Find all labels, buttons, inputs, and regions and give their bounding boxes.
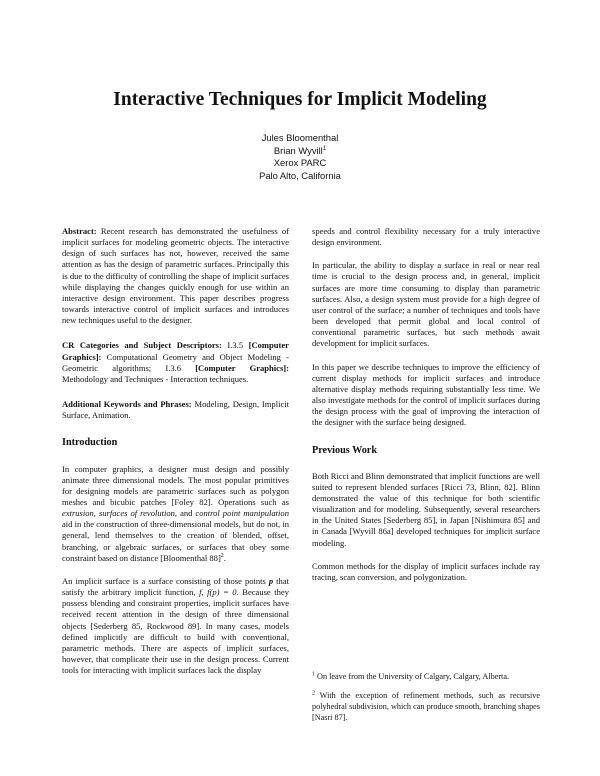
section-heading: Introduction: [62, 437, 118, 449]
author-location: Palo Alto, California: [259, 170, 341, 182]
keywords-label: Additional Keywords and Phrases:: [62, 399, 192, 410]
paragraph: speeds and control flexibility necessary for a truly interactive design environment.: [312, 226, 540, 248]
footnote-rule: [312, 654, 402, 655]
author-name: Jules Bloomenthal: [261, 132, 339, 143]
footnote-number: 2: [312, 690, 315, 697]
cr-categories: [62, 340, 289, 385]
cr-text: Methodology and Techniques - Interaction techniques.: [62, 373, 249, 384]
footnote: $^1$ On leave from the University of Calgary, Calgary, Alberta.: [312, 671, 510, 681]
cr-keyword: [Computer Graphics]:: [195, 362, 289, 373]
paragraph: In particular, the ability to display a surface in real or near real time is crucial to the design process and, in general, implicit surfaces are more time consuming to display than parametric surfaces. Also, a design system must provide for a high degree of user control of the surface; a number of techniques and tools have been developed that permit global and local control of conventional parametric surfaces, but such methods await development for implicit surfaces.: [312, 260, 540, 349]
left-column: [62, 226, 289, 687]
cr-keyword: [Computer Graphics]:: [62, 340, 289, 362]
keywords: [62, 399, 289, 421]
abstract-label: Abstract:: [62, 226, 97, 236]
footnotes: [312, 671, 540, 731]
paragraph: An implicit surface is a surface consisting of those points p that satisfy the arbitrary implicit function, f, f(p) = 0. Because they possess blending and constraint properties, implicit surfaces have received recent attention in the design of three dimensional objects [Sederberg 85, Rockwood 89]. In many cases, models defined implicitly are difficult to build with conventional, parametric methods. There are aspects of implicit surfaces, however, that complicate their use in the design process. Current tools for interacting with implicit surfaces lack the display: [62, 575, 289, 676]
abstract-text: Recent research has demonstrated the usefulness of implicit surfaces for modeling geometric objects. The interactive design of such surfaces has not, however, received the same attention as has the design of parametric surfaces. Principally this is due to the difficulty of controlling the shape of implicit surfaces while displaying the changes quickly enough for use within an interactive design environment. This paper describes progress towards interactive control of implicit surfaces and introduces new techniques useful to the designer.: [62, 226, 289, 326]
section-heading: Previous Work: [312, 444, 377, 456]
right-column: [312, 226, 540, 594]
footnote: $^2$ With the exception of refinement methods, such as recursive polyhedral subdivision, which can produce smooth, branching shapes [Nasri 87].: [312, 690, 540, 722]
footnote-marker: 1: [322, 145, 327, 152]
cr-text: I.3.5: [221, 340, 249, 351]
footnote-number: 1: [312, 671, 315, 678]
paragraph: In computer graphics, a designer must design and possibly animate three dimensional models. The most popular primitives for designing models are parametric surfaces such as polygon meshes and bicubic patches [Foley 82]. Operations such as extrusion, surfaces of revolution, and control point manipulation aid in the construction of three-dimensional models, but do not, in general, lend themselves to the creation of blended, offset, branching, or algebraic surfaces, or surfaces that obey some constraint based on distance [Bloomenthal 88]$^2$.: [62, 463, 289, 563]
author-block: [0, 132, 600, 183]
keywords-text: Modeling, Design, Implicit Surface, Animation.: [62, 399, 289, 421]
paragraph: Common methods for the display of implicit surfaces include ray tracing, scan conversion, and polygonization.: [312, 560, 540, 582]
cr-text: Computational Geometry and Object Modeling - Geometric algorithms; I.3.6: [62, 351, 289, 373]
cr-label: CR Categories and Subject Descriptors:: [62, 340, 222, 351]
paragraph: Both Ricci and Blinn demonstrated that implicit functions are well suited to represent blended surfaces [Ricci 73, Blinn, 82]. Blinn demonstrated the value of this technique for both scientific visualization and for modeling. Subsequently, several researchers in the United States [Sederberg 85], in Japan [Nishimura 85] and in Canada [Wyvill 86a] developed techniques for implicit surface modeling.: [312, 470, 540, 548]
footnote-marker: 2: [220, 552, 224, 559]
abstract: [62, 226, 289, 326]
paragraph: In this paper we describe techniques to improve the efficiency of current display methods for implicit surfaces and introduce alternative display methods requiring substantially less time. We also investigate methods for the control of implicit surfaces during the design process with the goal of improving the interaction of the designer with the surface being designed.: [312, 361, 540, 428]
author-name: Brian Wyvill$^1$: [273, 144, 327, 156]
author-affiliation: Xerox PARC: [273, 157, 327, 169]
paper-title: Interactive Techniques for Implicit Modeling: [113, 89, 487, 110]
